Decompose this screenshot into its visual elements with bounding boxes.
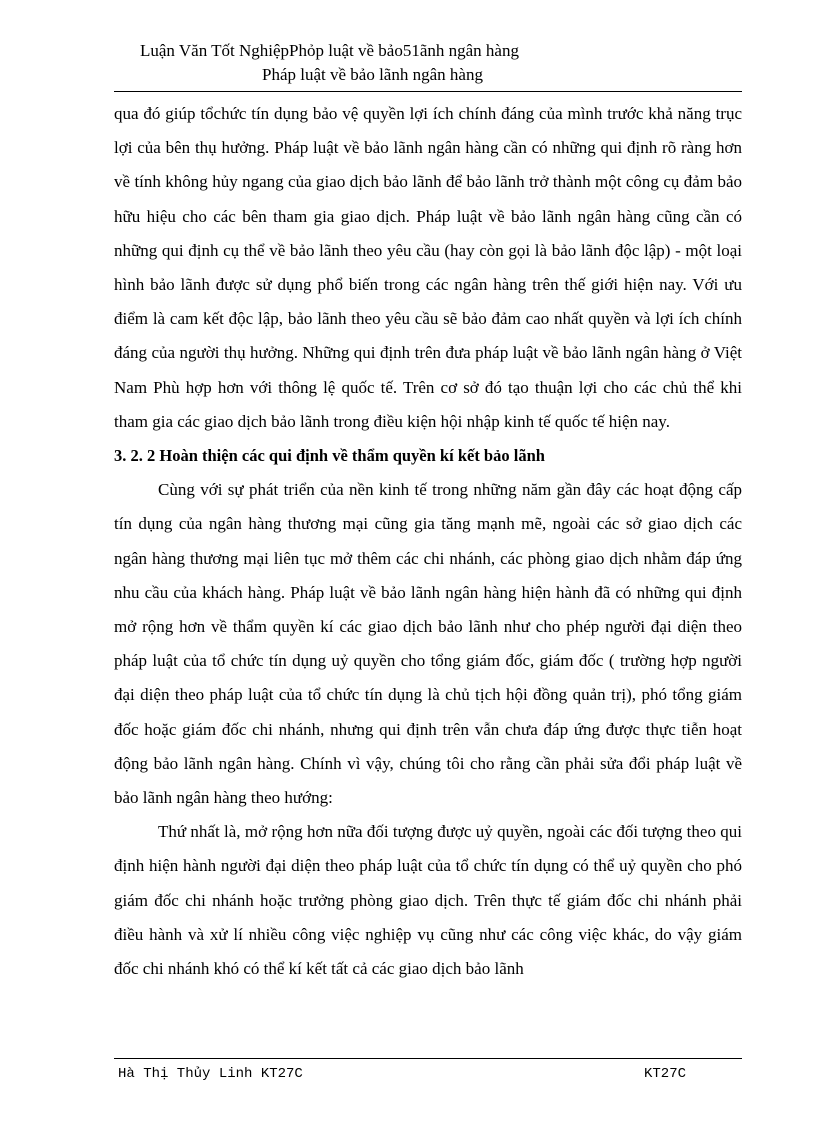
header-divider bbox=[114, 91, 742, 92]
section-heading: 3. 2. 2 Hoàn thiện các qui định về thẩm quyền kí kết bảo lãnh bbox=[114, 446, 545, 466]
footer-class-code: KT27C bbox=[644, 1066, 687, 1082]
paragraph-continued: qua đó giúp tổchức tín dụng bảo vệ quyền lợi ích chính đáng của mình trước khả năng trục lợi của bên thụ hưởng. Pháp luật về bảo lãnh ngân hàng cần có những qui định rõ ràng hơn về tính không hủy ngang của giao dịch bảo lãnh để bảo lãnh trở thành một công cụ đảm bảo hữu hiệu cho các bên tham gia giao dịch. Pháp luật về bảo lãnh ngân hàng cũng cần có những qui định cụ thể về bảo lãnh theo yêu cầu (hay còn gọi là bảo lãnh độc lập) - một loại hình bảo lãnh được sử dụng phổ biến trong các ngân hàng trên thế giới hiện nay. Với ưu điểm là cam kết độc lập, bảo lãnh theo yêu cầu sẽ bảo đảm cao nhất quyền và lợi ích chính đáng của người thụ hưởng. Những qui định trên đưa pháp luật về bảo lãnh ngân hàng ở Việt Nam Phù hợp hơn với thông lệ quốc tế. Trên cơ sở đó tạo thuận lợi cho các chủ thể khi tham gia các giao dịch bảo lãnh trong điều kiện hội nhập kinh tế quốc tế hiện nay. bbox=[114, 104, 742, 431]
document-body bbox=[114, 97, 742, 986]
paragraph-authority-overview: Cùng với sự phát triển của nền kinh tế trong những năm gần đây các hoạt động cấp tín dụng của ngân hàng thương mại cũng gia tăng mạnh mẽ, ngoài các sở giao dịch các ngân hàng thương mại liên tục mở thêm các chi nhánh, các phòng giao dịch nhằm đáp ứng nhu cầu của khách hàng. Pháp luật về bảo lãnh ngân hàng hiện hành đã có những qui định mở rộng hơn về thẩm quyền kí các giao dịch bảo lãnh như cho phép người đại diện theo pháp luật của tổ chức tín dụng uỷ quyền cho tổng giám đốc, giám đốc ( trường hợp người đại diện theo pháp luật của tổ chức tín dụng là chủ tịch hội đồng quản trị), phó tổng giám đốc hoặc giám đốc chi nhánh, nhưng qui định trên vẫn chưa đáp ứng được thực tiễn hoạt động bảo lãnh ngân hàng. Chính vì vậy, chúng tôi cho rằng cần phải sửa đổi pháp luật về bảo lãnh ngân hàng theo hướng: bbox=[114, 480, 742, 808]
footer-divider bbox=[114, 1058, 742, 1059]
header-title-line: Luận Văn Tốt NghiệpPhỏp luật về bảo51ãnh ngân hàng bbox=[140, 41, 519, 60]
paragraph-first-recommendation: Thứ nhất là, mở rộng hơn nữa đối tượng được uỷ quyền, ngoài các đối tượng theo qui định hiện hành người đại diện theo pháp luật của tổ chức tín dụng có thể uỷ quyền cho phó giám đốc chi nhánh hoặc trưởng phòng giao dịch. Trên thực tế giám đốc chi nhánh phải điều hành và xử lí nhiều công việc nghiệp vụ cũng như các công việc khác, do vậy giám đốc chi nhánh khó có thể kí kết tất cả các giao dịch bảo lãnh bbox=[114, 822, 742, 979]
footer-author: Hà Thị Thủy Linh KT27C bbox=[118, 1066, 303, 1082]
header-subtitle-line: Pháp luật về bảo lãnh ngân hàng bbox=[262, 65, 483, 84]
